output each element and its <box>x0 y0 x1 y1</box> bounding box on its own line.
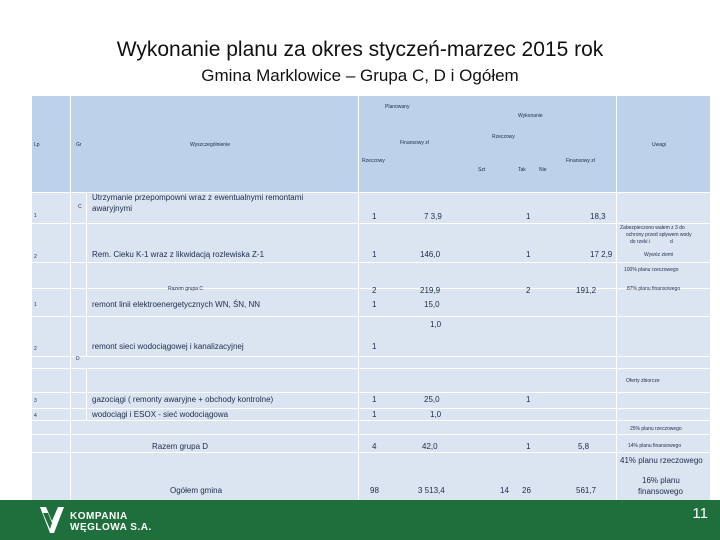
row-d3-plan-fin: 25,0 <box>424 395 440 404</box>
grid-line <box>86 192 87 356</box>
company-name-cont: WĘGLOWA S.A. <box>70 522 152 533</box>
group-d-total-label: Razem grupa D <box>152 442 209 451</box>
grid-line <box>70 96 71 500</box>
header-szt: Szt <box>478 167 486 173</box>
group-c-plan-rz: 2 <box>372 286 377 295</box>
row-d2-lp: 2 <box>34 346 37 352</box>
row-c1-gr: C <box>78 204 82 210</box>
row-d3-plan-rz: 1 <box>372 395 377 404</box>
group-c-percent-fin: 87% planu finansowego <box>627 286 681 292</box>
row-d2-name: remont sieci wodociągowej i kanalizacyjnej <box>92 342 244 351</box>
group-d-plan-rz: 4 <box>372 442 377 451</box>
slide-subtitle: Gmina Marklowice – Grupa C, D i Ogółem <box>201 66 519 85</box>
header-wyk-rzeczowy: Rzeczowy <box>492 134 515 140</box>
header-plan-finansowy: Finansowy zł <box>400 140 429 146</box>
company-logo-icon <box>40 507 64 533</box>
row-d2-plan-rz: 1 <box>372 342 377 351</box>
header-tak: Tak <box>518 167 526 173</box>
row-c1-name-cont: awaryjnymi <box>92 204 133 213</box>
grid-line <box>32 434 710 435</box>
row-d4-lp: 4 <box>34 413 37 419</box>
header-plan-rzeczowy: Rzeczowy <box>362 158 385 164</box>
group-d-percent-rz: 25% planu rzeczowego <box>630 426 682 432</box>
row-d4-plan-fin: 1,0 <box>430 410 442 419</box>
grid-line <box>32 356 710 357</box>
row-c2-plan-rz: 1 <box>372 250 377 259</box>
row-c2-wyk-tak: 1 <box>526 250 531 259</box>
grid-line <box>32 420 710 421</box>
grid-line <box>32 316 710 317</box>
group-d-percent-rz-total: 41% planu rzeczowego <box>620 456 703 465</box>
total-plan-rz: 98 <box>370 486 379 495</box>
header-wykonanie: Wykonanie <box>518 113 543 119</box>
row-d1-plan-fin: 15,0 <box>424 300 440 309</box>
grid-line <box>32 408 710 409</box>
grid-line <box>32 288 710 289</box>
group-d-wyk-tak: 1 <box>526 442 531 451</box>
row-c2-lp: 2 <box>34 254 37 260</box>
table-header <box>32 96 710 192</box>
row-c2-note-suffix: d <box>670 239 673 245</box>
grid-line <box>616 96 617 500</box>
grid-line <box>32 392 710 393</box>
row-d1-extra: 1,0 <box>430 320 442 329</box>
group-c-wyk-fin: 191,2 <box>576 286 597 295</box>
header-planowany: Planowany <box>385 104 410 110</box>
row-c1-lp: 1 <box>34 213 37 219</box>
header-nie: Nie <box>539 167 547 173</box>
group-d-label: D <box>76 356 80 362</box>
row-d1-lp: 1 <box>34 302 37 308</box>
grid-line <box>32 262 710 263</box>
group-c-plan-fin: 219,9 <box>420 286 441 295</box>
row-c2-wyk-fin: 17 2,9 <box>590 250 613 259</box>
group-c-total-label: Razem grupa C <box>168 286 204 292</box>
grid-line <box>32 368 710 369</box>
group-c-percent-rz: 100% planu rzeczowego <box>624 267 679 273</box>
row-d3-wyk-tak: 1 <box>526 395 531 404</box>
grid-line <box>358 96 359 500</box>
row-c2-note: Wywóz ziemi <box>644 252 674 258</box>
group-d-plan-fin: 42,0 <box>422 442 438 451</box>
row-d4-name: wodociągi i ESOX - sieć wodociągowa <box>92 410 229 419</box>
row-c1-name: Utrzymanie przepompowni wraz z ewentualnymi remontami <box>92 193 304 202</box>
row-c1-plan-rz: 1 <box>372 212 377 221</box>
row-c2-note: ochrony przed spływem wody <box>626 232 692 238</box>
row-d4-plan-rz: 1 <box>372 410 377 419</box>
row-c1-wyk-fin: 18,3 <box>590 212 606 221</box>
total-percent-fin-cont: finansowego <box>638 487 683 496</box>
header-uwagi: Uwagi <box>652 142 666 148</box>
total-wyk-tak: 26 <box>522 486 531 495</box>
row-d3-lp: 3 <box>34 398 37 404</box>
header-wyszczegolnienie: Wyszczególnienie <box>190 142 230 148</box>
group-d-percent-fin: 14% planu finansowego <box>628 443 682 449</box>
row-d1-plan-rz: 1 <box>372 300 377 309</box>
group-c-wyk-tak: 2 <box>526 286 531 295</box>
grid-line <box>32 223 710 224</box>
group-d-wyk-fin: 5,8 <box>578 442 590 451</box>
company-name: KOMPANIA <box>70 511 128 522</box>
total-wyk-szt: 14 <box>500 486 509 495</box>
grid-line <box>32 452 710 453</box>
row-c2-note: do rzeki i <box>630 239 651 245</box>
header-wyk-finansowy: Finansowy zł <box>566 158 595 164</box>
row-d1-name: remont linii elektroenergetycznych WN, ŚN, NN <box>92 300 261 309</box>
row-c1-plan-fin: 7 3,9 <box>424 212 442 221</box>
group-d-note: Oferty zbiorcze <box>626 378 660 384</box>
slide-title: Wykonanie planu za okres styczeń-marzec 2015 rok <box>116 38 604 61</box>
total-percent-fin: 16% planu <box>642 476 680 485</box>
grid-line <box>86 368 87 420</box>
total-label: Ogółem gmina <box>170 486 223 495</box>
page-number: 11 <box>692 505 708 522</box>
row-c2-plan-fin: 146,0 <box>420 250 441 259</box>
row-c1-wyk-tak: 1 <box>526 212 531 221</box>
total-wyk-fin: 561,7 <box>576 486 597 495</box>
header-gr: Gr <box>76 142 82 148</box>
header-lp: Lp <box>34 142 40 148</box>
row-d3-name: gazociągi ( remonty awaryjne + obchody kontrolne) <box>92 395 274 404</box>
total-plan-fin: 3 513,4 <box>418 486 445 495</box>
row-c2-note: Zabezpieczono wałem z 3 do <box>620 225 685 231</box>
row-c2-name: Rem. Cieku K-1 wraz z likwidacją rozlewiska Z-1 <box>92 250 265 259</box>
